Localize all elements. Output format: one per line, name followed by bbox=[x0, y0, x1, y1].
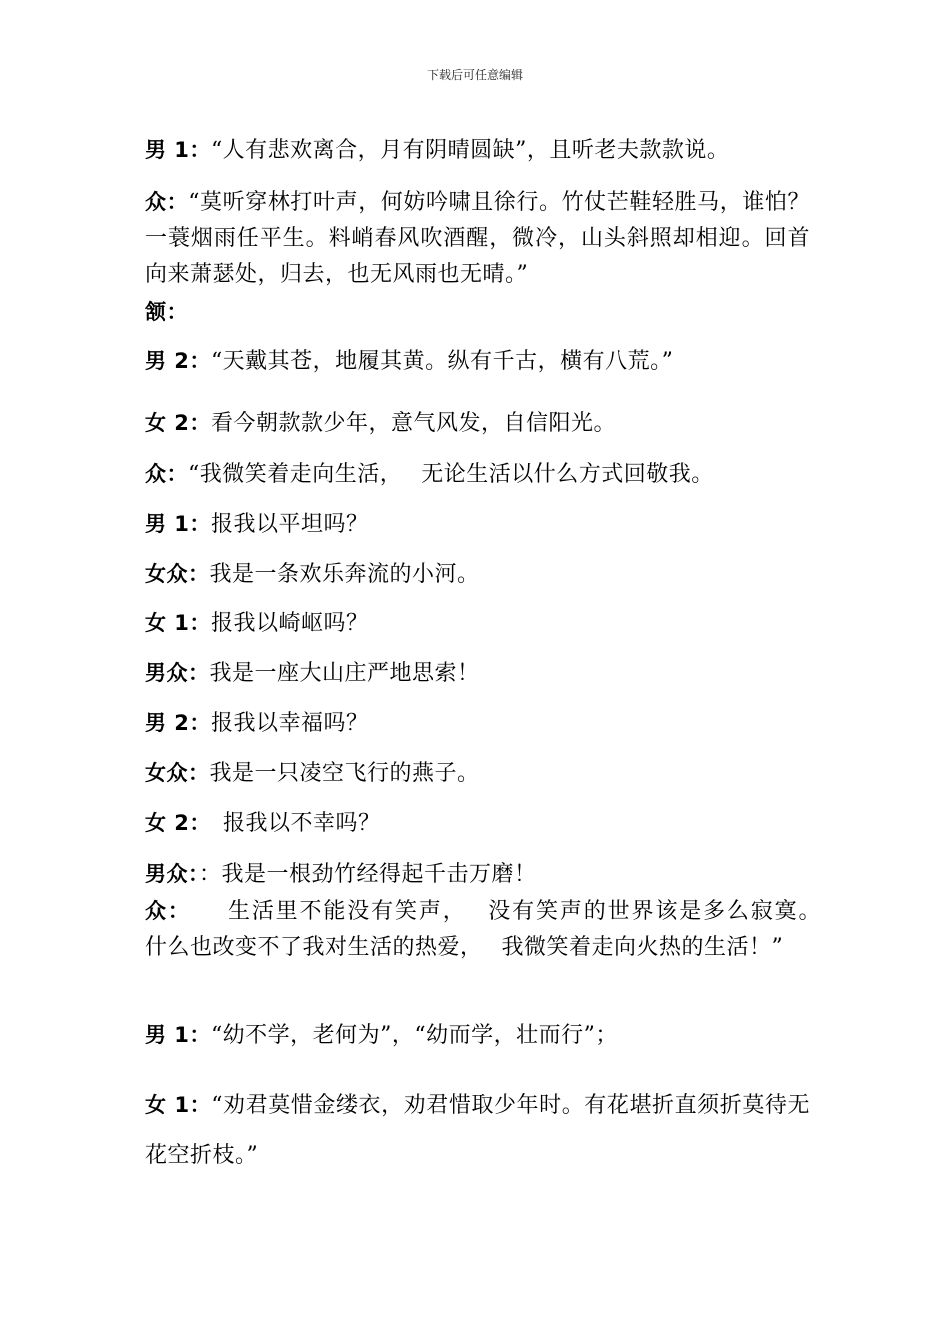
script-line-10 bbox=[145, 655, 810, 692]
script-line-13 bbox=[145, 805, 810, 842]
speaker-label: 男 2： bbox=[145, 349, 211, 373]
line-text: “莫听穿林打叶声，何妨吟啸且徐行。竹仗芒鞋轻胜马，谁怕？一蓑烟雨任平生。料峭春风吹酒醒，微冷，山头斜照却相迎。回首向来萧瑟处，归去，也无风雨也无晴。” bbox=[145, 190, 811, 287]
script-line-9 bbox=[145, 605, 810, 642]
script-line-12 bbox=[145, 755, 810, 792]
line-text: “天戴其苍，地履其黄。纵有千古，横有八荒。” bbox=[210, 349, 674, 374]
line-text: “劝君莫惜金缕衣，劝君惜取少年时。有花堪折直须折莫待无花空折枝。” bbox=[145, 1093, 810, 1168]
script-line-15 bbox=[145, 893, 833, 966]
page-header: 下载后可任意编辑 bbox=[426, 68, 523, 82]
script-line-1 bbox=[145, 132, 810, 169]
speaker-label: 众： bbox=[145, 462, 188, 486]
line-text: “我微笑着走向生活， 无论生活以什么方式回敬我。 bbox=[188, 462, 714, 487]
speaker-label: 男众： bbox=[145, 661, 210, 685]
line-text: 我是一座大山庄严地思索！ bbox=[209, 661, 480, 686]
script-line-8 bbox=[145, 556, 810, 593]
line-text: 看今朝款款少年，意气风发，自信阳光。 bbox=[210, 411, 616, 436]
speaker-label: 颔： bbox=[145, 300, 188, 324]
script-line-4 bbox=[145, 343, 810, 380]
speaker-label: 女 2： bbox=[145, 411, 211, 435]
line-text: “人有悲欢离合，月有阴晴圆缺”，且听老夫款款说。 bbox=[210, 138, 730, 163]
line-text: ：我是一根劲竹经得起千击万磨！ bbox=[199, 862, 537, 887]
speaker-label: 男 1： bbox=[145, 1023, 211, 1047]
speaker-label: 女 1： bbox=[145, 1093, 212, 1117]
line-text: 报我以平坦吗？ bbox=[210, 512, 369, 537]
script-line-6 bbox=[145, 456, 810, 493]
speaker-label: 女众： bbox=[145, 761, 210, 785]
speaker-label: 众： bbox=[145, 899, 181, 923]
script-line-16 bbox=[145, 1017, 810, 1054]
speaker-label: 女 2： bbox=[145, 811, 201, 835]
script-line-5 bbox=[145, 405, 810, 442]
script-line-7 bbox=[145, 506, 810, 543]
speaker-label: 众： bbox=[145, 190, 189, 214]
script-line-14 bbox=[145, 856, 810, 893]
script-line-2 bbox=[145, 184, 810, 293]
speaker-label: 男 1： bbox=[145, 138, 211, 162]
line-text: 生活里不能没有笑声， 没有笑声的世界该是多么寂寞。 什么也改变不了我对生活的热爱， 我微笑着走向火热的生活！” bbox=[145, 899, 833, 960]
speaker-label: 女 1： bbox=[145, 611, 211, 635]
line-text: 我是一条欢乐奔流的小河。 bbox=[209, 562, 480, 587]
speaker-label: 女众： bbox=[145, 562, 210, 586]
speaker-label: 男众： bbox=[145, 862, 199, 886]
line-text: 报我以幸福吗？ bbox=[210, 711, 369, 736]
speaker-label: 男 2： bbox=[145, 711, 211, 735]
line-text: 我是一只凌空飞行的燕子。 bbox=[209, 761, 480, 786]
line-text: 报我以不幸吗？ bbox=[200, 811, 381, 836]
script-line-3 bbox=[145, 294, 810, 331]
line-text: 报我以崎岖吗？ bbox=[210, 611, 369, 636]
script-line-11 bbox=[145, 705, 810, 742]
script-line-17 bbox=[145, 1080, 810, 1181]
speaker-label: 男 1： bbox=[145, 512, 211, 536]
line-text: “幼不学，老何为”，“幼而学，壮而行”； bbox=[210, 1023, 618, 1048]
